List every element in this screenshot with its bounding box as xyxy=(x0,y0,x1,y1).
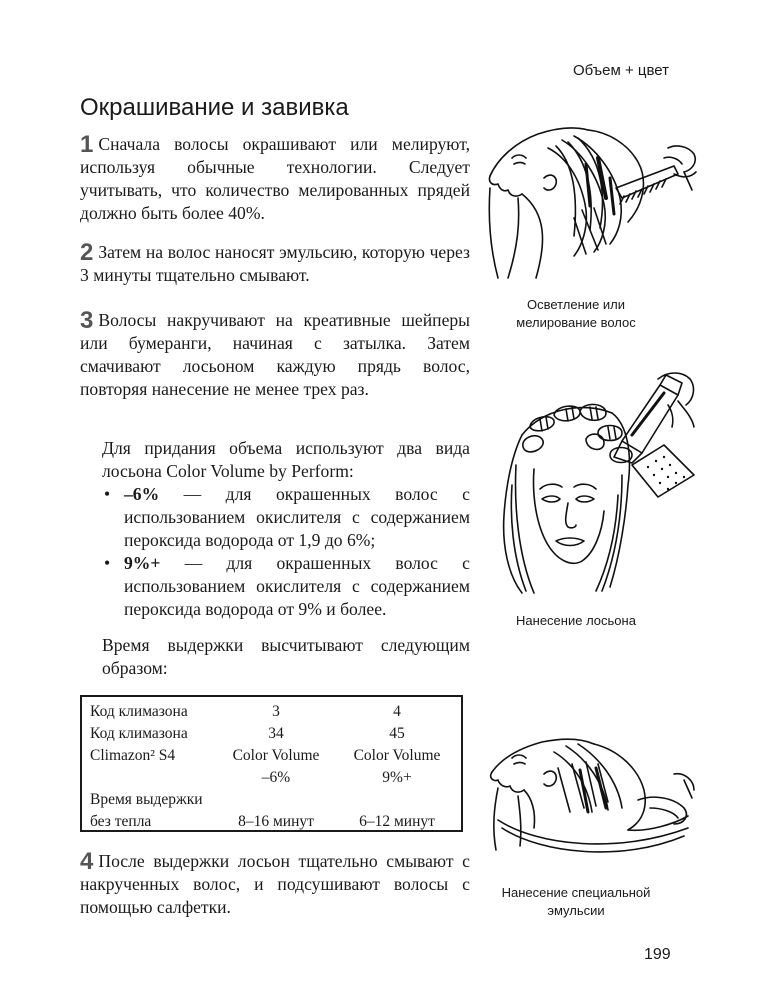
table-row xyxy=(90,789,460,811)
step-text: Сначала волосы окрашивают или мелируют, используя обычные технологии. Следует учитывать, что количество мелированных прядей должно быть более 40%. xyxy=(80,134,470,223)
table-cell: 4 xyxy=(393,703,401,720)
caption-top: Осветление или мелирование волос xyxy=(516,297,636,330)
step-number: 1 xyxy=(80,131,94,158)
step-text: Волосы накручивают на креативные шейперы или бумеранги, начиная с затылка. Затем смачивают лосьоном каждую прядь волос, повторяя нанесение не менее трех раз. xyxy=(80,310,470,399)
table-cell: Color Volume xyxy=(232,747,320,764)
caption-bottom: Нанесение специальной эмульсии xyxy=(501,885,651,918)
table-cell: Код климазона xyxy=(90,703,188,720)
table-cell: Color Volume xyxy=(353,747,441,764)
table-cell xyxy=(218,789,334,811)
step-number: 4 xyxy=(80,848,94,875)
page-number: 199 xyxy=(644,946,671,963)
table-cell: 9%+ xyxy=(382,769,412,786)
time-paragraph xyxy=(102,634,470,680)
bullet-label: 9%+ xyxy=(124,553,161,573)
bullet-item xyxy=(102,552,470,621)
table-cell: Climazon² S4 xyxy=(90,747,176,764)
bullet-list xyxy=(102,483,470,621)
table-cell: Код климазона xyxy=(90,725,188,742)
table-cell xyxy=(334,789,460,811)
bullet-item xyxy=(102,483,470,552)
table-row xyxy=(90,811,460,833)
step-text: После выдержки лосьон тщательно смывают с накрученных волос, и подсушивают волосы с помощью салфетки. xyxy=(80,851,470,917)
caption-middle: Нанесение лосьона xyxy=(516,613,636,628)
volume-intro: Для придания объема используют два вида лосьона Color Volume by Perform: xyxy=(102,438,470,481)
step-number: 3 xyxy=(80,307,94,334)
step-text: Затем на волос наносят эмульсию, которую через 3 минуты тщательно смывают. xyxy=(80,242,470,285)
section-header: Объем + цвет xyxy=(573,62,669,79)
lotion-application-illustration xyxy=(482,365,697,600)
page-title: Окрашивание и завивка xyxy=(80,94,349,121)
volume-paragraph xyxy=(102,437,470,621)
table-cell: 34 xyxy=(268,725,284,742)
step-number: 2 xyxy=(80,239,94,266)
highlighting-illustration xyxy=(478,118,700,283)
table-row xyxy=(90,701,460,723)
timing-table xyxy=(80,695,463,832)
step-3 xyxy=(80,309,470,401)
table-cell: Время выдержки xyxy=(90,791,203,808)
step-2 xyxy=(80,241,470,287)
step-1 xyxy=(80,133,470,225)
bullet-label: –6% xyxy=(124,484,160,504)
bullet-text: — для окрашенных волос с использованием окислителя с содержанием пероксида водорода от 9% и более. xyxy=(124,553,470,619)
table-row xyxy=(90,723,460,745)
time-intro: Время выдержки высчитывают следующим образом: xyxy=(102,635,470,678)
table-cell: 3 xyxy=(272,703,280,720)
table-row xyxy=(90,767,460,789)
table-row xyxy=(90,745,460,767)
table-cell: 6–12 минут xyxy=(359,813,435,830)
table-cell: –6% xyxy=(261,769,291,786)
step-4 xyxy=(80,850,470,919)
table-cell: без тепла xyxy=(90,813,152,830)
table-cell: 8–16 минут xyxy=(238,813,314,830)
table-cell: 45 xyxy=(389,725,405,742)
bullet-text: — для окрашенных волос с использованием окислителя с содержанием пероксида водорода от 1,9 до 6%; xyxy=(124,484,470,550)
emulsion-application-illustration xyxy=(478,728,700,868)
table-cell xyxy=(90,767,218,789)
